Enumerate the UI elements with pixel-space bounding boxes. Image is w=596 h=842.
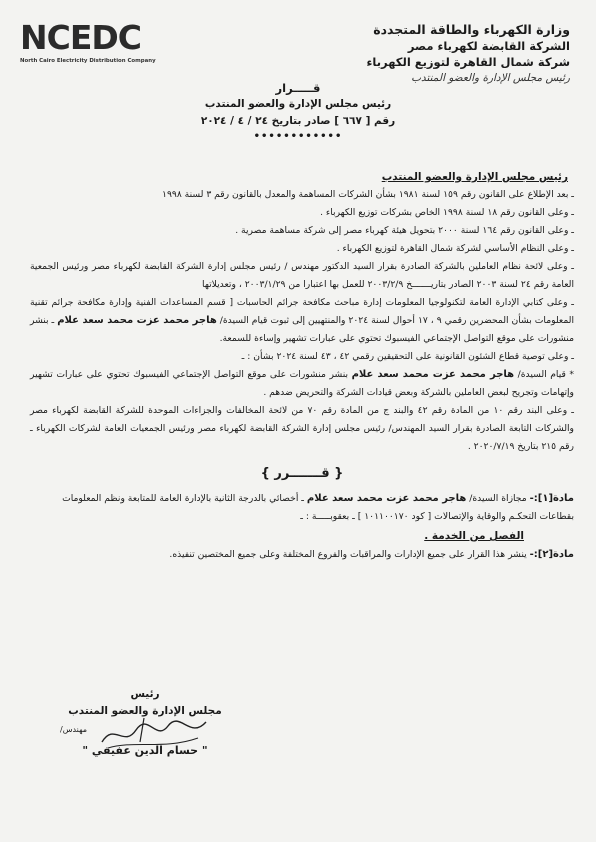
decree-title [150,80,446,144]
employee-name: هاجر محمد عزت محمد سعد علام [351,369,515,380]
article-1-pre: مجازاة السيدة/ [469,493,527,504]
regulation-paragraph: ـ وعلى البند رقم ١٠ من المادة رقم ٤٢ والبند ج من المادة رقم ٧٠ من لائحة المخالفات والجزاءات الموحدة للشركة القابضة لكهرباء مصر والشركات التابعة الصادرة بقرار السيد المهندس/ رئيس مجلس إدارة الشركة القابضة لكهرباء مصر ورئيس الجمعيات العامة لشركات الكهرباء ـ رقم ٢١٥ بتاريخ ٢٠٢٠/٧/١٩ . [30,405,574,452]
decided-heading: { قـــــــرر } [260,466,344,481]
preamble-item: ـ وعلى لائحة نظام العاملين بالشركة الصادرة بقرار السيد الدكتور مهندس / رئيس مجلس إدارة الشركة القابضة لكهرباء مصر ورئيس الجمعية العامة رقم ٢٤ لسنة ٢٠٠٣ الصادر بتاريـــــــخ ٢٠٠٣/٢/٩ للعمل بها اعتبارا من ٢٠٠٣/١/٢٩ ، وتعديلاتها [30,261,574,290]
article-1 [30,490,574,526]
article-1-post: ـ أخصائي بالدرجة الثانية بالإدارة العامة للمتابعة ونظم المعلومات بقطاعات التحكـم والوقاية والإتصالات [ كود ١٠١١٠٠١٧٠ ] ـ بعقوبـــــة : ـ [62,493,574,522]
handwritten-office: رئيس مجلس الإدارة والعضو المنتدب [411,72,570,84]
article-2 [30,546,574,564]
letter-text-pre: ـ وعلى كتابي الإدارة العامة لتكنولوجيا المعلومات إدارة مباحث مكافحة جرائم الحاسبات [ قسم المساعدات الفنية وإدارة مكافحة جرائم تقنية المعلومات بشأن المحضرين رقمي ٩ ، ١٧ أحوال لسنة ٢٠٢٤ والمنتهيين إلى ثبوت قيام السيدة/ [30,297,575,326]
employee-name: هاجر محمد عزت محمد سعد علام [306,493,467,504]
signer-title-2: مجلس الإدارة والعضو المنتدب [68,705,222,717]
bullet-post: بنشر منشورات على موقع التواصل الإجتماعي الفيسبوك تحتوي على عبارات تشهير وإتهامات وتجريح لبعض العاملين بالشركة وبعض قيادات الشركة والتحريض ضدهم . [30,369,574,398]
company-name: شركة شمال القاهرة لتوزيع الكهرباء [366,55,570,69]
title-separator: •••••••••••• [253,131,343,142]
decree-word: قـــــرار [275,81,321,95]
article-2-label: مادة[٢]:- [529,549,574,560]
signer-name: " حسام الدين عفيفي " [82,744,208,757]
engineer-label: مهندس/ [60,725,88,734]
letter-text-post: ـ بنشر منشورات على موقع التواصل الإجتماعي الفيسبوك تحتوي على عبارات تشهير وإساءة للسمعة. [30,315,574,344]
ministry-name: وزارة الكهرباء والطاقة المتجددة [373,22,570,37]
decree-number-date: رقم [ ٦٦٧ ] صادر بتاريخ ٢٤ / ٤ / ٢٠٢٤ [200,115,396,127]
preamble-item: ـ بعد الإطلاع على القانون رقم ١٥٩ لسنة ١٩٨١ بشأن الشركات المساهمة والمعدل بالقانون رقم ٣ لسنة ١٩٩٨ [162,189,574,200]
handwritten-signature [94,712,214,754]
recommendation-paragraph: ـ وعلى توصية قطاع الشئون القانونية على التحقيقين رقمي ٤٢ ، ٤٣ لسنة ٢٠٢٤ بشأن : ـ [241,351,574,362]
organization-header [330,22,570,86]
preamble-item: ـ وعلى القانون رقم ١٦٤ لسنة ٢٠٠٠ بتحويل هيئة كهرباء مصر إلى شركة مساهمة مصرية . [235,225,574,236]
holding-company-name: الشركة القابضة لكهرباء مصر [407,39,570,53]
logo-text: NCEDC [20,18,141,57]
company-logo [20,20,170,64]
employee-name: هاجر محمد عزت محمد سعد علام [57,315,217,326]
article-2-text: ينشر هذا القرار على جميع الإدارات والمراقبات والفروع المختلفة وعلى جميع المختصين تنفيذه. [169,549,527,560]
decree-body [30,168,574,564]
article-1-label: مادة[١]:- [529,493,574,504]
preamble-heading: رئيس مجلس الإدارة والعضو المنتدب [381,171,568,183]
letter-paragraph [30,294,574,348]
preamble-item: ـ وعلى النظام الأساسي لشركة شمال القاهرة لتوزيع الكهرباء . [336,243,574,254]
decree-issuer: رئيس مجلس الإدارة والعضو المنتدب [204,98,392,110]
signer-title-1: رئيس [130,688,160,700]
preamble-item: ـ وعلى القانون رقم ١٨ لسنة ١٩٩٨ الخاص بشركات توزيع الكهرباء . [320,207,574,218]
punishment: الفصل من الخدمة . [424,530,524,542]
violation-bullet [30,366,574,402]
bullet-pre: * قيام السيدة/ [517,369,575,380]
logo-subtitle: North Cairo Electricity Distribution Company [20,58,156,64]
